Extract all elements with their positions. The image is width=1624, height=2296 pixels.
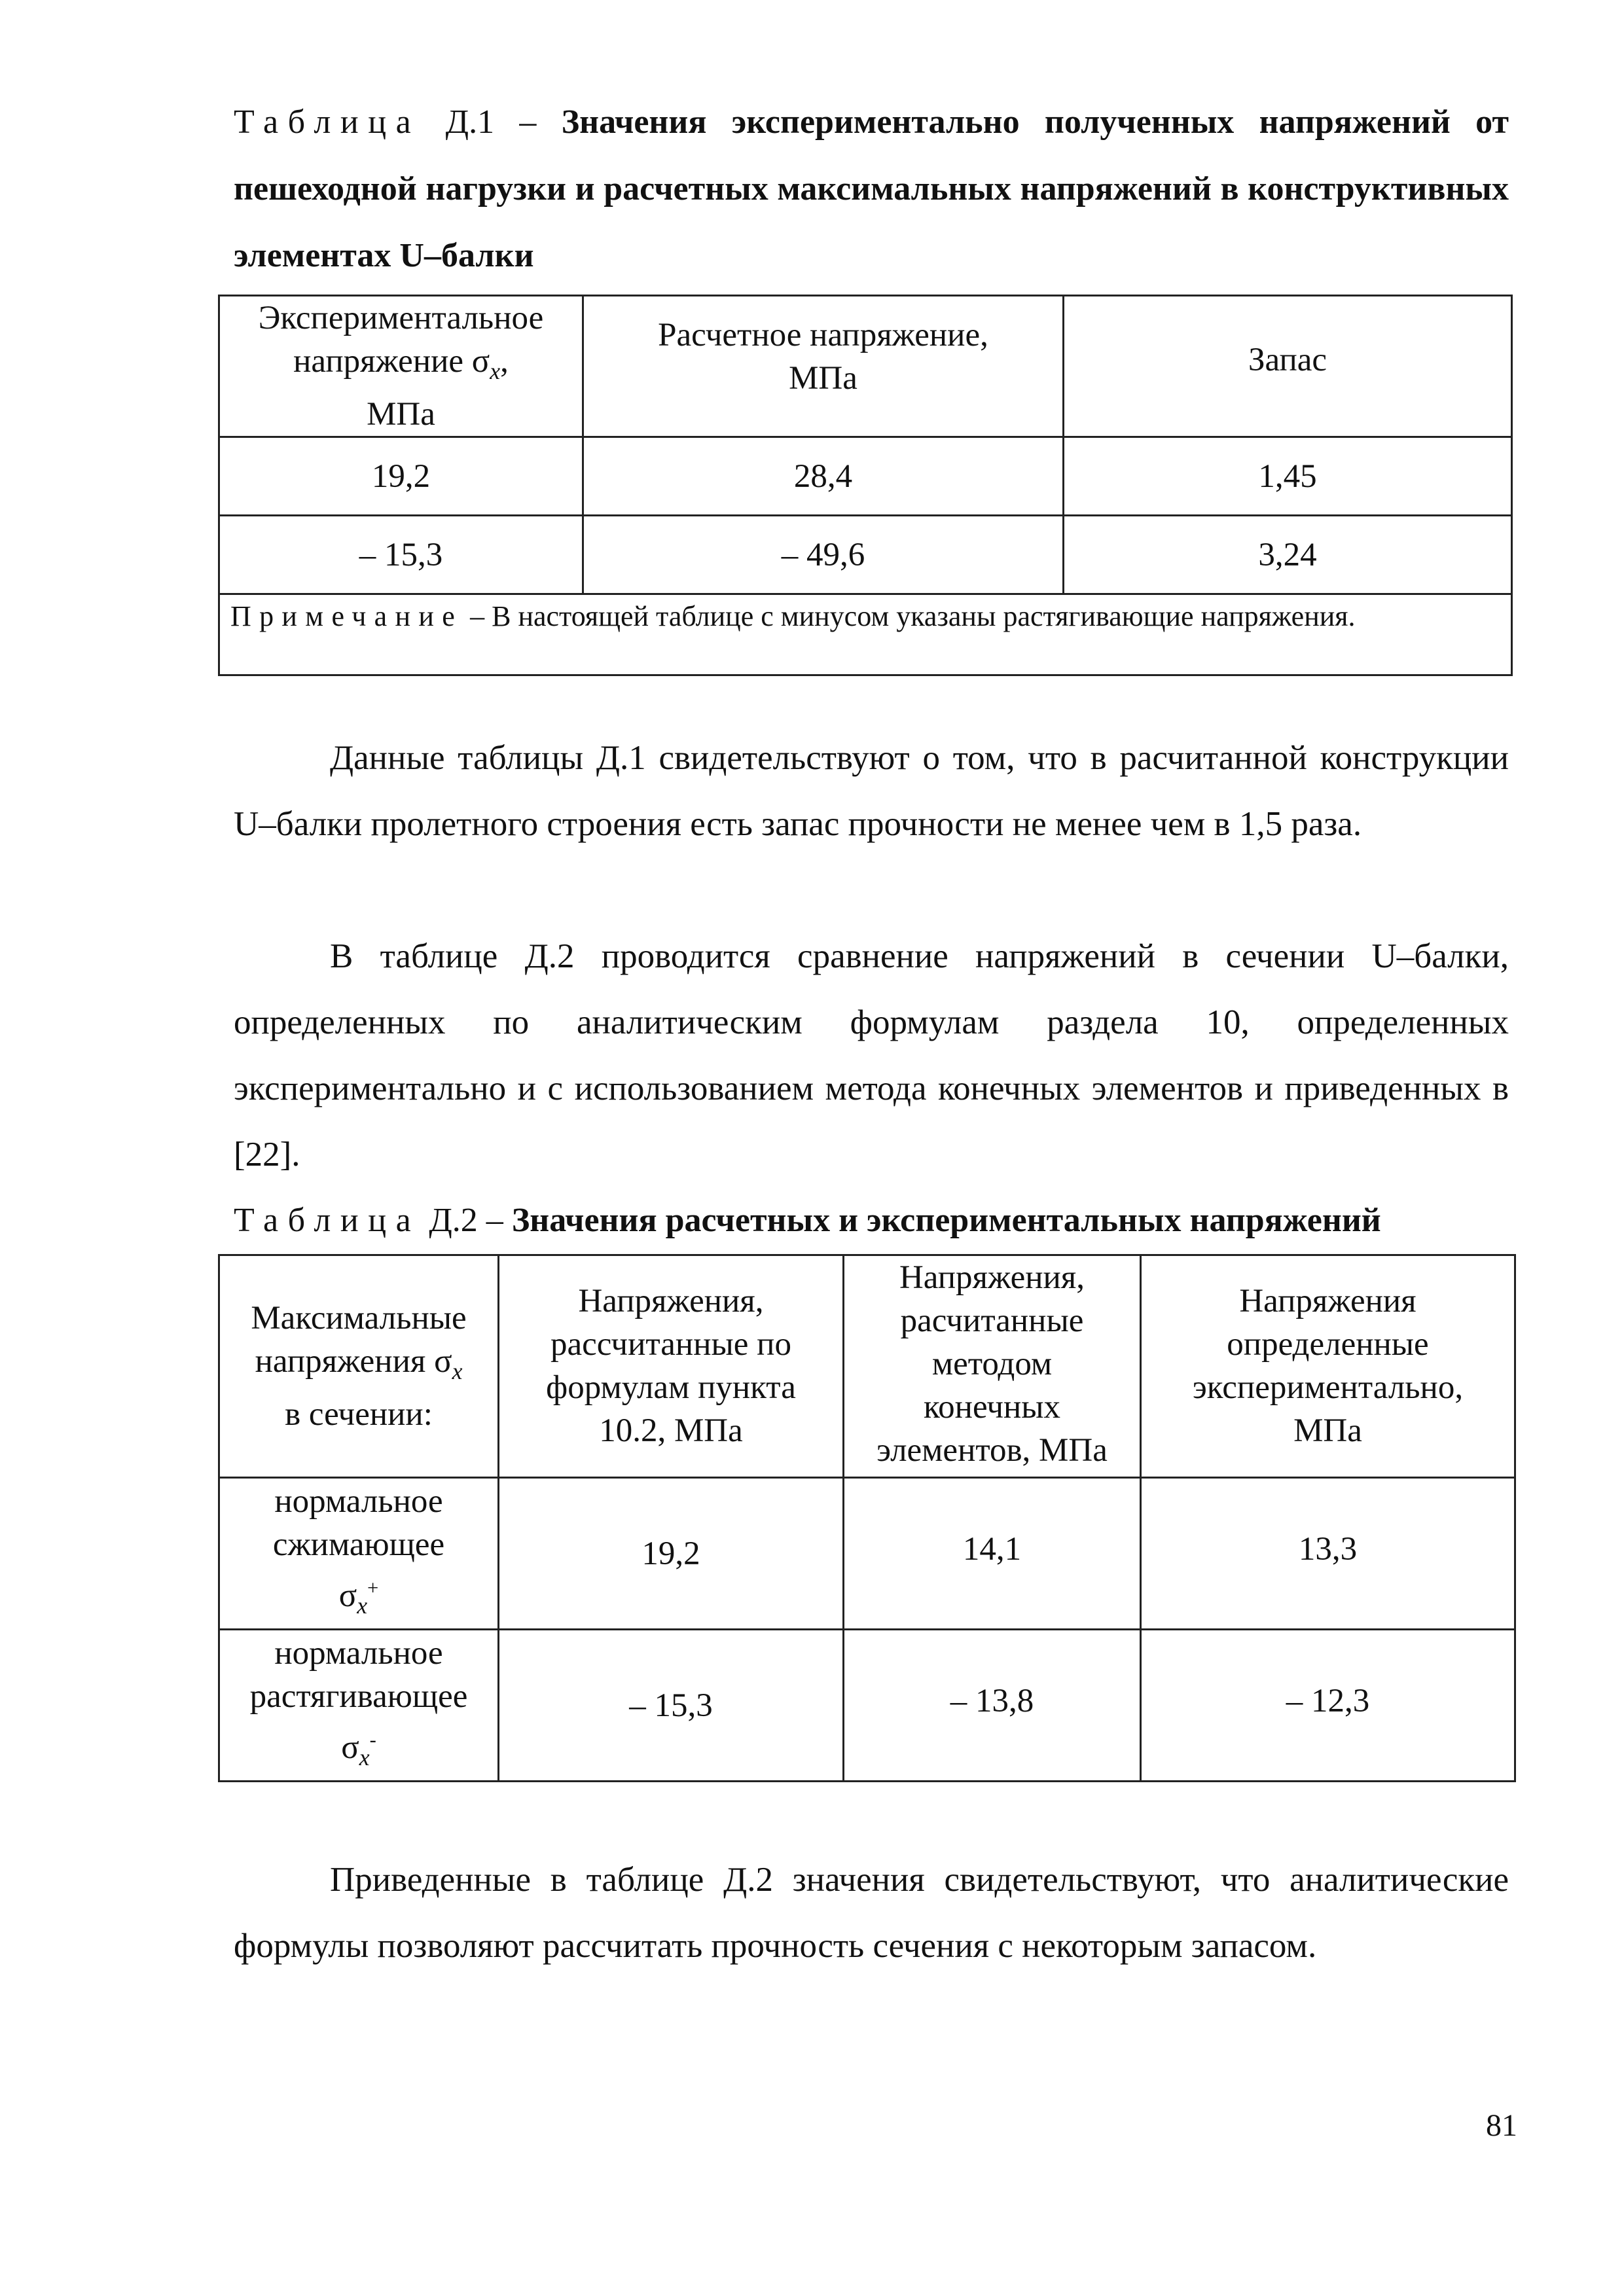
table1-caption-number: Д.1 — [445, 103, 495, 141]
table1-caption-label: Таблица — [234, 103, 421, 141]
table1-note — [219, 594, 1512, 675]
table1-header-margin: Запас — [1064, 296, 1512, 437]
table2-header-experimental-line: экспериментально, — [1192, 1369, 1464, 1406]
table2-header-max-stress-line3: в сечении: — [285, 1396, 433, 1433]
table2-row-symbol — [226, 1566, 491, 1627]
paragraph-table2-conclusion: Приведенные в таблице Д.2 значения свидетельствуют, что аналитические формулы позволяют рассчитать прочность сечения с некоторым запасом. — [234, 1861, 1509, 1965]
table2-header-formula-line: 10.2, МПа — [599, 1412, 743, 1449]
table1-cell-margin: 3,24 — [1064, 516, 1512, 594]
table1-header-row — [219, 296, 1512, 437]
table2-row-symbol-sigma: σ — [341, 1729, 359, 1766]
table1 — [218, 295, 1513, 676]
table2-cell-formula: 19,2 — [499, 1478, 844, 1630]
table2-row-label — [219, 1478, 499, 1630]
table2-row-symbol-sup: - — [369, 1728, 376, 1751]
table2-header-formula — [499, 1255, 844, 1478]
table2-row-label-line2: растягивающее — [249, 1677, 468, 1715]
table1-header-experimental — [219, 296, 583, 437]
table2-header-max-stress-line2-wrap — [226, 1340, 491, 1393]
table1-header-experimental-line3: МПа — [367, 396, 435, 433]
table1-header-calculated-line1: Расчетное напряжение, — [658, 316, 988, 353]
table1-caption — [234, 89, 1509, 289]
table2-cell-experimental: 13,3 — [1141, 1478, 1515, 1630]
table1-note-text: – В настоящей таблице с минусом указаны растягивающие напряжения. — [470, 600, 1356, 633]
table2-header-fem-line: расчитанные — [900, 1302, 1084, 1339]
table1-caption-title: Значения экспериментально полученных напряжений от пешеходной нагрузки и расчетных максимальных напряжений в конструктивных элементах U–балки — [234, 103, 1509, 274]
table2-header-fem-line: конечных — [923, 1389, 1061, 1426]
table1-note-row — [219, 594, 1512, 675]
table1-header-experimental-line2: напряжение σ — [293, 343, 490, 380]
paragraph-table2-intro: В таблице Д.2 проводится сравнение напряжений в сечении U–балки, определенных по аналитическим формулам раздела 10, определенных экспериментально и с использованием метода конечных элементов и приведенных в [22]. — [234, 937, 1509, 1174]
table2-cell-experimental: – 12,3 — [1141, 1630, 1515, 1782]
table1-cell-calculated: 28,4 — [583, 437, 1064, 516]
table1-cell-experimental: – 15,3 — [219, 516, 583, 594]
table2-header-experimental — [1141, 1255, 1515, 1478]
page-number: 81 — [1486, 2108, 1517, 2143]
table1-cell-experimental: 19,2 — [219, 437, 583, 516]
table1-header-calculated-line2: МПа — [789, 359, 857, 397]
table2-header-experimental-line: определенные — [1227, 1326, 1429, 1363]
table2-row-symbol-sigma: σ — [338, 1577, 357, 1614]
table1-cell-calculated: – 49,6 — [583, 516, 1064, 594]
table2-header-fem — [844, 1255, 1141, 1478]
table2-row-label-line1: нормальное — [274, 1482, 443, 1520]
table2 — [218, 1254, 1516, 1782]
table2-row-symbol-sup: + — [367, 1576, 379, 1599]
table2-header-fem-line: методом — [931, 1346, 1053, 1382]
table1-header-experimental-line2-wrap — [226, 340, 575, 393]
table2-cell-fem: – 13,8 — [844, 1630, 1141, 1782]
table2-row-symbol-sub: x — [357, 1592, 368, 1619]
table2-header-fem-line: элементов, МПа — [876, 1432, 1108, 1469]
table2-header-experimental-line: Напряжения — [1239, 1283, 1416, 1319]
table1-header-experimental-line1: Экспериментальное — [258, 300, 544, 336]
table2-header-max-stress-line2: напряжения σ — [255, 1342, 452, 1380]
table2-cell-fem: 14,1 — [844, 1478, 1141, 1630]
table1-cell-margin: 1,45 — [1064, 437, 1512, 516]
table2-caption-label: Таблица — [234, 1202, 421, 1239]
table2-row-label-line1: нормальное — [274, 1634, 443, 1672]
table2-caption-title: Значения расчетных и экспериментальных напряжений — [511, 1202, 1381, 1239]
table2-header-formula-line: Напряжения, — [578, 1283, 764, 1319]
table-row — [219, 1630, 1515, 1782]
table2-caption — [234, 1187, 1530, 1254]
table2-header-row — [219, 1255, 1515, 1478]
table2-header-formula-line: рассчитанные по — [550, 1326, 791, 1363]
table2-cell-formula: – 15,3 — [499, 1630, 844, 1782]
table1-caption-dash: – — [519, 103, 537, 141]
table2-row-label — [219, 1630, 499, 1782]
table2-header-formula-line: формулам пункта — [546, 1369, 796, 1406]
table1-header-experimental-sub: x — [490, 358, 501, 385]
table1-header-experimental-comma: , — [500, 343, 509, 380]
table2-row-symbol-sub: x — [359, 1744, 370, 1771]
table-row — [219, 1478, 1515, 1630]
table2-header-fem-line: Напряжения, — [899, 1259, 1085, 1296]
table2-header-max-stress-line1: Максимальные — [251, 1299, 467, 1336]
table2-row-symbol — [226, 1718, 491, 1779]
table1-header-calculated — [583, 296, 1064, 437]
table-row — [219, 516, 1512, 594]
table2-caption-number: Д.2 – — [429, 1202, 503, 1239]
table-row — [219, 437, 1512, 516]
paragraph-table1-conclusion: Данные таблицы Д.1 свидетельствуют о том, что в расчитанной конструкции U–балки пролетного строения есть запас прочности не менее чем в 1,5 раза. — [234, 739, 1509, 843]
table2-header-max-stress-sub: x — [452, 1358, 463, 1385]
table1-note-label: Примечание — [230, 600, 463, 633]
table2-header-experimental-line: МПа — [1293, 1412, 1362, 1449]
table2-row-label-line2: сжимающее — [272, 1526, 445, 1563]
table2-header-max-stress — [219, 1255, 499, 1478]
